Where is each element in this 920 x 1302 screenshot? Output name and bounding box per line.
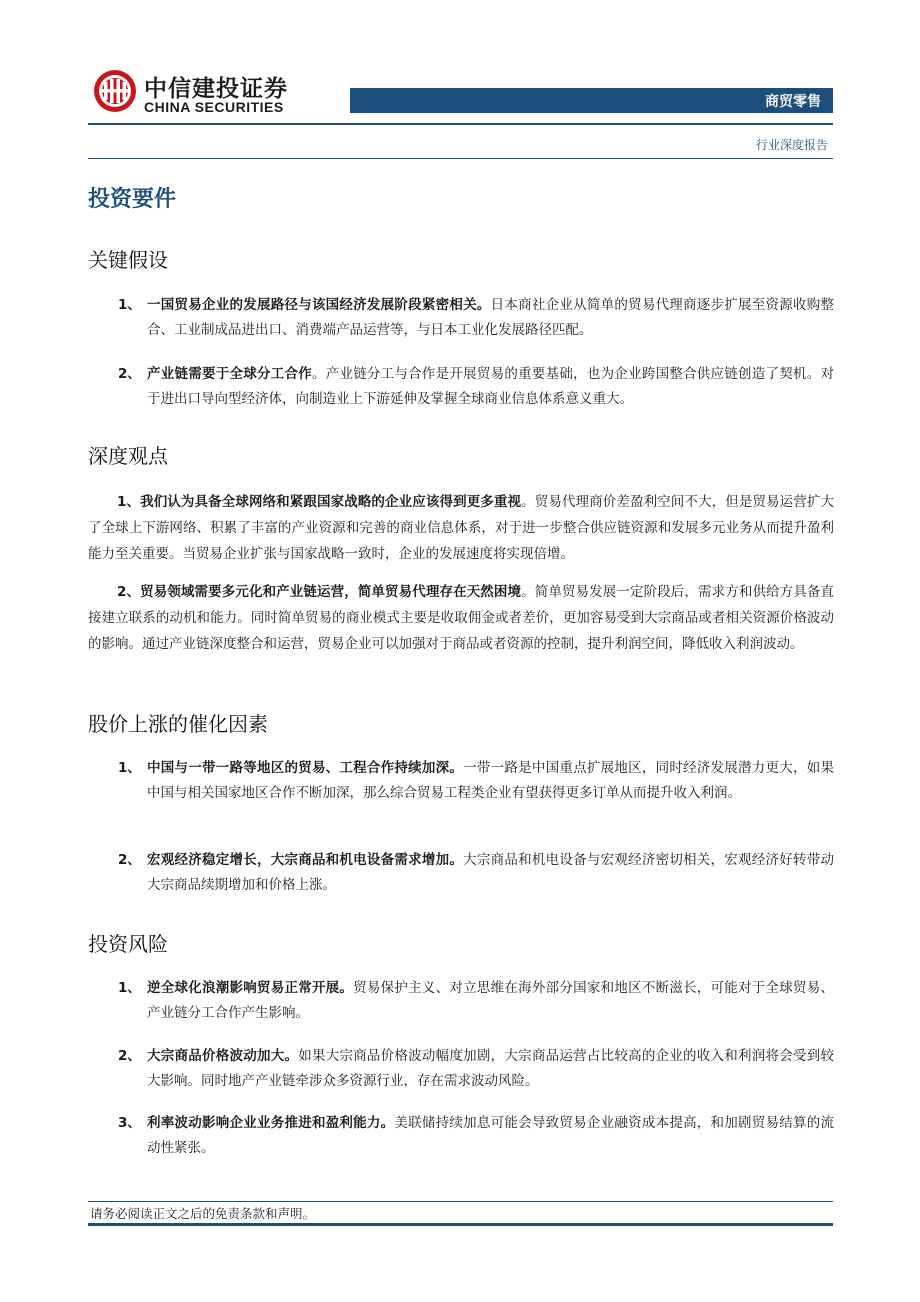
- sector-banner: [350, 88, 833, 113]
- page-title: 投资要件: [88, 187, 177, 212]
- footer-divider-top: [88, 1201, 833, 1202]
- item-number: 2、: [118, 1048, 141, 1064]
- item-text: 如果大宗商品价格波动幅度加剧，大宗商品运营占比较高的企业的收入和利润将会受到较大影响。同时地产产业链牵涉众多资源行业，存在需求波动风险。: [147, 1048, 835, 1089]
- item-bold-lead: 产业链需要于全球分工合作: [147, 366, 312, 382]
- section-heading-risks: 投资风险: [88, 932, 168, 956]
- item-text: 日本商社企业从简单的贸易代理商逐步扩展至资源收购整合、工业制成品进出口、消费端产品运营等，与日本工业化发展路径匹配。: [147, 297, 835, 338]
- report-type-label: 行业深度报告: [755, 138, 828, 152]
- assumption-item-1: [118, 293, 834, 343]
- section-heading-views: 深度观点: [88, 444, 168, 468]
- paragraph-bold-lead: 1、我们认为具备全球网络和紧跟国家战略的企业应该得到更多重视: [117, 494, 522, 510]
- item-number: 2、: [118, 852, 141, 868]
- item-bold-lead: 宏观经济稳定增长，大宗商品和机电设备需求增加。: [147, 852, 464, 868]
- footer-disclaimer: 请务必阅读正文之后的免责条款和声明。: [90, 1206, 316, 1221]
- china-securities-logo-icon: [92, 68, 138, 114]
- catalyst-item-2: [118, 848, 834, 898]
- view-paragraph-2: [88, 579, 834, 657]
- item-number: 2、: [118, 366, 141, 382]
- paragraph-bold-lead: 2、贸易领域需要多元化和产业链运营，简单贸易代理存在天然困境: [117, 584, 522, 600]
- catalyst-item-1: [118, 756, 834, 806]
- item-number: 1、: [118, 297, 141, 313]
- item-text: 大宗商品和机电设备与宏观经济密切相关，宏观经济好转带动大宗商品续期增加和价格上涨。: [147, 852, 835, 893]
- item-bold-lead: 中国与一带一路等地区的贸易、工程合作持续加深。: [147, 760, 464, 776]
- footer-divider-bottom: [88, 1223, 833, 1226]
- paragraph-text: 。简单贸易发展一定阶段后，需求方和供给方具备直接建立联系的动机和能力。同时简单贸易的商业模式主要是收取佣金或者差价，更加容易受到大宗商品或者相关资源价格波动的影响。通过产业链深度整合和运营，贸易企业可以加强对于商品或者资源的控制，提升利润空间，降低收入利润波动。: [88, 584, 834, 652]
- company-logo: [92, 68, 292, 118]
- item-bold-lead: 逆全球化浪潮影响贸易正常开展。: [147, 980, 354, 996]
- item-text: 。产业链分工与合作是开展贸易的重要基础，也为企业跨国整合供应链创造了契机。对于进出口导向型经济体，向制造业上下游延伸及掌握全球商业信息体系意义重大。: [147, 366, 835, 407]
- item-text: 一带一路是中国重点扩展地区，同时经济发展潜力更大，如果中国与相关国家地区合作不断加深，那么综合贸易工程类企业有望获得更多订单从而提升收入利润。: [147, 760, 835, 801]
- header-thin-divider: [88, 158, 833, 159]
- sector-label: 商贸零售: [765, 94, 821, 110]
- item-number: 3、: [118, 1115, 141, 1131]
- item-bold-lead: 一国贸易企业的发展路径与该国经济发展阶段紧密相关。: [147, 297, 491, 313]
- header-divider: [88, 123, 833, 125]
- item-number: 1、: [118, 760, 141, 776]
- item-text: 美联储持续加息可能会导致贸易企业融资成本提高，和加剧贸易结算的流动性紧张。: [147, 1115, 835, 1156]
- item-text: 贸易保护主义、对立思维在海外部分国家和地区不断滋长，可能对于全球贸易、产业链分工合作产生影响。: [147, 980, 835, 1021]
- risk-item-3: [118, 1111, 834, 1161]
- risk-item-2: [118, 1044, 834, 1094]
- logo-chinese-name: 中信建投证券: [144, 76, 288, 102]
- logo-english-name: CHINA SECURITIES: [144, 99, 284, 115]
- section-heading-assumptions: 关键假设: [88, 248, 168, 272]
- item-number: 1、: [118, 980, 141, 996]
- item-bold-lead: 大宗商品价格波动加大。: [147, 1048, 299, 1064]
- assumption-item-2: [118, 362, 834, 412]
- view-paragraph-1: [88, 489, 834, 567]
- section-heading-catalysts: 股价上涨的催化因素: [88, 712, 268, 736]
- risk-item-1: [118, 976, 834, 1026]
- paragraph-text: 。贸易代理商价差盈利空间不大，但是贸易运营扩大了全球上下游网络、积累了丰富的产业资源和完善的商业信息体系，对于进一步整合供应链资源和发展多元业务从而提升盈利能力至关重要。当贸易企业扩张与国家战略一致时，企业的发展速度将实现倍增。: [88, 494, 834, 562]
- item-bold-lead: 利率波动影响企业业务推进和盈利能力。: [147, 1115, 395, 1131]
